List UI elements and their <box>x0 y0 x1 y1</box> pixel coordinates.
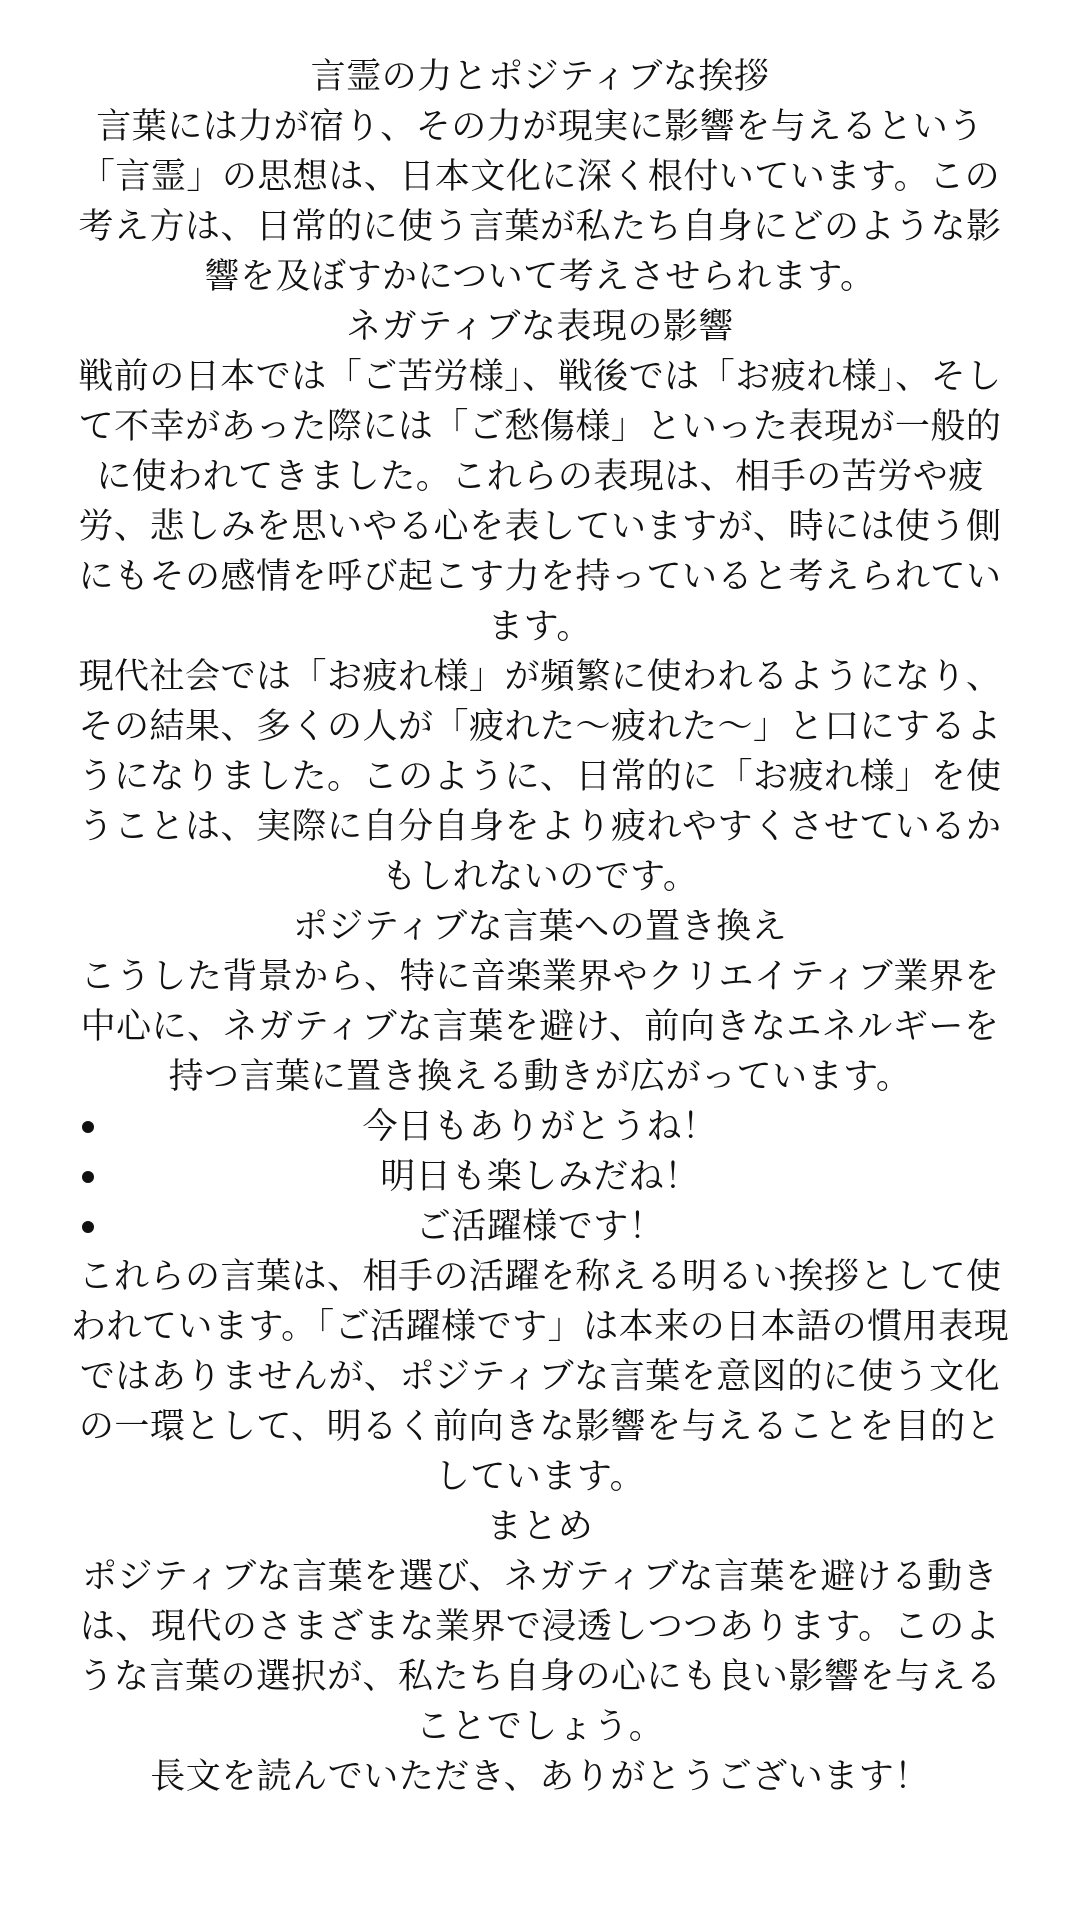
list-item <box>70 1102 1010 1152</box>
section-heading-negative: ネガティブな表現の影響 <box>346 307 734 347</box>
negative-paragraph-2: 現代社会では「お疲れ様」が頻繁に使われるようになり、その結果、多くの人が「疲れた〜疲れた〜」と口にするようになりました。このように、日常的に「お疲れ様」を使うことは、実際に自分自身をより疲れやすくさせているかもしれないのです。 <box>78 657 1002 897</box>
negative-paragraph-1: 戦前の日本では「ご苦労様」、戦後では「お疲れ様」、そして不幸があった際には「ご愁傷様」といった表現が一般的に使われてきました。これらの表現は、相手の苦労や疲労、悲しみを思いやる心を表していますが、時には使う側にもその感情を呼び起こす力を持っていると考えられています。 <box>78 357 1002 647</box>
positive-closing-paragraph: これらの言葉は、相手の活躍を称える明るい挨拶として使われています。「ご活躍様です」は本来の日本語の慣用表現ではありませんが、ポジティブな言葉を意図的に使う文化の一環として、明るく前向きな影響を与えることを目的としています。 <box>70 1257 1010 1497</box>
bullet-icon <box>82 1221 94 1233</box>
bullet-icon <box>82 1121 94 1133</box>
list-item-text: 今日もありがとうね！ <box>362 1107 718 1147</box>
list-item <box>70 1152 1010 1202</box>
article <box>70 52 1010 1802</box>
section-heading-summary: まとめ <box>486 1507 594 1547</box>
summary-paragraph: ポジティブな言葉を選び、ネガティブな言葉を避ける動きは、現代のさまざまな業界で浸透しつつあります。このような言葉の選択が、私たち自身の心にも良い影響を与えることでしょう。 <box>78 1557 1002 1747</box>
list-item-text: 明日も楽しみだね！ <box>380 1157 700 1197</box>
intro-paragraph: 言葉には力が宿り、その力が現実に影響を与えるという「言霊」の思想は、日本文化に深く根付いています。この考え方は、日常的に使う言葉が私たち自身にどのような影響を及ぼすかについて考えさせられます。 <box>78 107 1002 297</box>
list-item <box>70 1202 1010 1252</box>
greeting-list <box>70 1102 1010 1252</box>
section-heading-positive: ポジティブな言葉への置き換え <box>292 907 788 947</box>
article-title: 言霊の力とポジティブな挨拶 <box>310 57 770 97</box>
bullet-icon <box>82 1171 94 1183</box>
list-item-text: ご活躍様です！ <box>415 1207 665 1247</box>
thanks-line: 長文を読んでいただき、ありがとうございます！ <box>150 1757 930 1797</box>
positive-intro-paragraph: こうした背景から、特に音楽業界やクリエイティブ業界を中心に、ネガティブな言葉を避け、前向きなエネルギーを持つ言葉に置き換える動きが広がっています。 <box>80 957 1000 1097</box>
